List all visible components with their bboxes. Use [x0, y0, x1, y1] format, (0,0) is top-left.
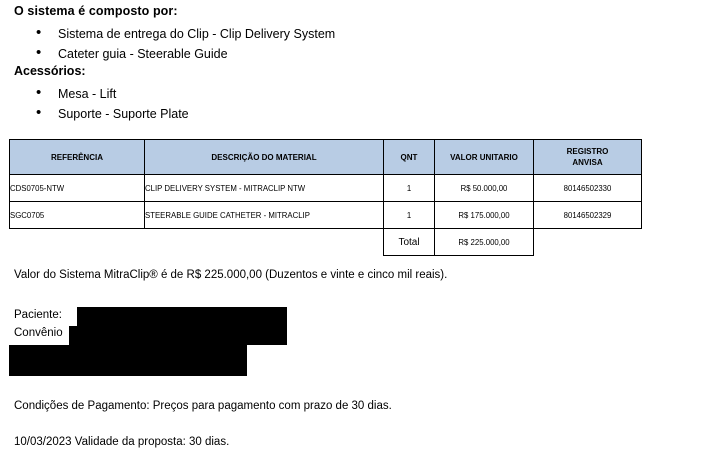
payment-conditions-paragraph: Condições de Pagamento: Preços para pagamento com prazo de 30 dias. [14, 400, 392, 412]
redaction-bar-convenio [69, 326, 287, 345]
column-header-qnt: QNT [384, 140, 435, 175]
table-row [10, 202, 642, 229]
cell-registro-anvisa: 80146502330 [534, 175, 642, 202]
intro-heading: O sistema é composto por: [14, 4, 178, 18]
cell-empty [145, 229, 384, 256]
system-value-paragraph: Valor do Sistema MitraClip® é de R$ 225.000,00 (Duzentos e vinte e cinco mil reais). [14, 269, 448, 281]
cell-empty [10, 229, 145, 256]
table-total-row [10, 229, 642, 256]
total-label: Total [384, 229, 435, 256]
cell-valor-unitario: R$ 50.000,00 [435, 175, 534, 202]
cell-registro-anvisa: 80146502329 [534, 202, 642, 229]
list-item: • Sistema de entrega do Clip - Clip Delivery System [36, 24, 335, 44]
table-header-row [10, 140, 642, 175]
cell-descricao: CLIP DELIVERY SYSTEM - MITRACLIP NTW [145, 175, 384, 202]
cell-referencia: SGC0705 [10, 202, 145, 229]
registro-anvisa-line2: ANVISA [572, 158, 603, 167]
list-item: • Suporte - Suporte Plate [36, 104, 189, 124]
registro-anvisa-line1: REGISTRO [566, 147, 609, 156]
cell-valor-unitario: R$ 175.000,00 [435, 202, 534, 229]
accessories-heading: Acessórios: [14, 64, 86, 78]
column-header-registro-anvisa [534, 140, 642, 175]
validity-paragraph: 10/03/2023 Validade da proposta: 30 dias. [14, 436, 230, 448]
list-item: • Mesa - Lift [36, 84, 189, 104]
cell-qnt: 1 [384, 202, 435, 229]
redaction-bar-patient [77, 307, 287, 326]
cell-empty [534, 229, 642, 256]
column-header-descricao: DESCRIÇÃO DO MATERIAL [145, 140, 384, 175]
convenio-label: Convênio [14, 327, 63, 339]
system-components-list [36, 24, 335, 64]
column-header-valor-unitario: VALOR UNITARIO [435, 140, 534, 175]
column-header-referencia: REFERÊNCIA [10, 140, 145, 175]
materials-table [9, 139, 642, 256]
cell-referencia: CDS0705-NTW [10, 175, 145, 202]
cell-descricao: STEERABLE GUIDE CATHETER - MITRACLIP [145, 202, 384, 229]
cell-qnt: 1 [384, 175, 435, 202]
list-item: • Cateter guia - Steerable Guide [36, 44, 335, 64]
table-row [10, 175, 642, 202]
total-value: R$ 225.000,00 [435, 229, 534, 256]
patient-label: Paciente: [14, 309, 62, 321]
redaction-bar-extra [9, 345, 247, 376]
accessories-list [36, 84, 189, 124]
